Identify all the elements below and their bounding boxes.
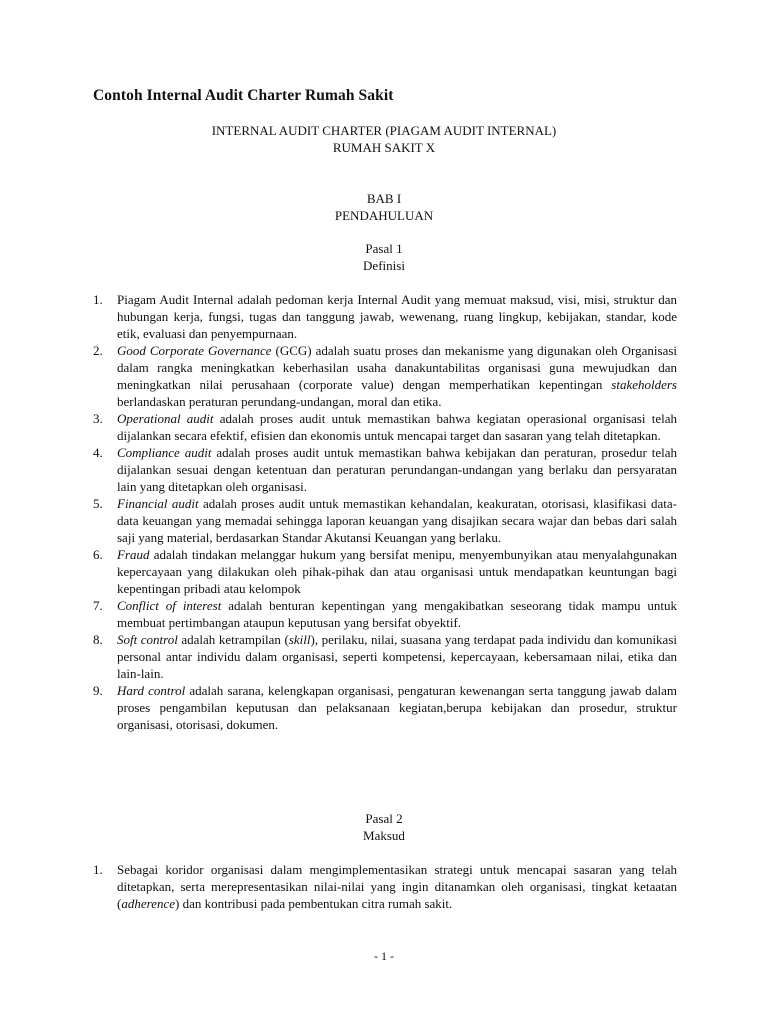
list-item (93, 444, 677, 495)
item-text: Sebagai koridor organisasi dalam mengimplementasikan strategi untuk mencapai sasaran yang telah ditetapkan, serta merepresentasikan nilai-nilai yang ingin ditanamkan oleh organisasi, tingkat ketaatan ( (117, 862, 677, 911)
pasal1-number: Pasal 1 (365, 241, 403, 256)
item-term: Soft control (117, 632, 178, 647)
item-text: Piagam Audit Internal adalah pedoman kerja Internal Audit yang memuat maksud, visi, misi, struktur dan hubungan kerja, fungsi, tugas dan tanggung jawab, wewenang, ruang lingkup, kebijakan, standar, kode etik, evaluasi dan penyempurnaan. (117, 292, 677, 341)
list-item (93, 291, 677, 342)
pasal1-heading: Definisi (363, 258, 405, 273)
item-term: Operational audit (117, 411, 214, 426)
item-text: adalah ketrampilan ( (177, 632, 289, 647)
list-item (93, 410, 677, 444)
page-number: - 1 - (374, 949, 394, 963)
item-term: skill (288, 632, 311, 647)
list-item (93, 631, 677, 682)
item-term: adherence (121, 896, 176, 911)
item-term: Good Corporate Governance (117, 343, 272, 358)
item-number: 1. (93, 292, 103, 307)
list-item (93, 682, 677, 733)
item-number: 1. (93, 862, 103, 877)
item-term: Conflict of interest (117, 598, 222, 613)
item-text: ) dan kontribusi pada pembentukan citra rumah sakit. (175, 896, 453, 911)
item-term: Hard control (117, 683, 186, 698)
item-number: 9. (93, 683, 103, 698)
list-item (93, 861, 677, 912)
item-number: 3. (93, 411, 103, 426)
charter-title: INTERNAL AUDIT CHARTER (PIAGAM AUDIT INTERNAL) (211, 123, 557, 138)
item-text: adalah sarana, kelengkapan organisasi, pengaturan kewenangan serta tanggung jawab dalam proses pengambilan keputusan dan pelaksanaan kegiatan,berupa kebijakan dan prosedur, struktur organisasi, otorisasi, dokumen. (117, 683, 677, 732)
item-text: adalah proses audit untuk memastikan kehandalan, keakuratan, otorisasi, klasifikasi data-data keuangan yang memadai sehingga laporan keuangan yang disajikan secara wajar dan bebas dari salah saji yang material, berdasarkan Standar Akutansi Keuangan yang berlaku. (117, 496, 677, 545)
item-text: berlandaskan peraturan perundang-undangan, moral dan etika. (117, 394, 442, 409)
document-title: Contoh Internal Audit Charter Rumah Sakit (93, 87, 394, 104)
list-item (93, 597, 677, 631)
item-text: adalah tindakan melanggar hukum yang bersifat menipu, menyembunyikan atau menyalahgunakan kepercayaan yang dilakukan oleh pihak-pihak dan atau organisasi untuk mendapatkan keuntungan bagi kepentingan pribadi atau kelompok (117, 547, 677, 596)
bab-number: BAB I (366, 191, 402, 206)
item-text: (GCG) adalah suatu proses dan mekanisme yang digunakan oleh Organisasi dalam rangka meningkatkan keberhasilan usaha danakuntabilitas organisasi guna mewujudkan dan meningkatkan nilai perusahaan (corporate value) dengan memperhatikan kepentingan (117, 343, 678, 392)
item-term: Fraud (117, 547, 150, 562)
pasal2-heading: Maksud (363, 828, 405, 843)
bab-title: PENDAHULUAN (334, 208, 434, 223)
item-text: adalah benturan kepentingan yang mengakibatkan seseorang tidak mampu untuk membuat pertimbangan ataupun keputusan yang bersifat obyektif. (117, 598, 678, 630)
item-term: stakeholders (611, 377, 677, 392)
item-text: adalah proses audit untuk memastikan bahwa kebijakan dan peraturan, prosedur telah dijalankan sesuai dengan ketentuan dan peraturan perundangan-undangan yang berlaku dan persyaratan lain yang ditetapkan oleh organisasi. (117, 445, 678, 494)
item-number: 6. (93, 547, 103, 562)
item-number: 8. (93, 632, 103, 647)
list-item (93, 495, 677, 546)
list-item (93, 342, 677, 410)
item-text: adalah proses audit untuk memastikan bahwa kegiatan operasional organisasi telah dijalankan secara efektif, efisien dan ekonomis untuk mencapai target dan sasaran yang telah ditetapkan. (117, 411, 678, 443)
charter-subtitle: RUMAH SAKIT X (332, 140, 436, 155)
item-number: 7. (93, 598, 103, 613)
item-term: Financial audit (117, 496, 199, 511)
definitions-list (93, 291, 677, 733)
item-term: Compliance audit (117, 445, 212, 460)
list-item (93, 546, 677, 597)
pasal2-number: Pasal 2 (365, 811, 403, 826)
item-number: 2. (93, 343, 103, 358)
item-text: ), perilaku, nilai, suasana yang terdapat pada individu dan komunikasi personal antar individu dalam organisasi, seperti kompetensi, kepercayaan, kebersamaan nilai, etika dan lain-lain. (117, 632, 678, 681)
maksud-list (93, 861, 677, 912)
item-number: 5. (93, 496, 103, 511)
item-number: 4. (93, 445, 103, 460)
